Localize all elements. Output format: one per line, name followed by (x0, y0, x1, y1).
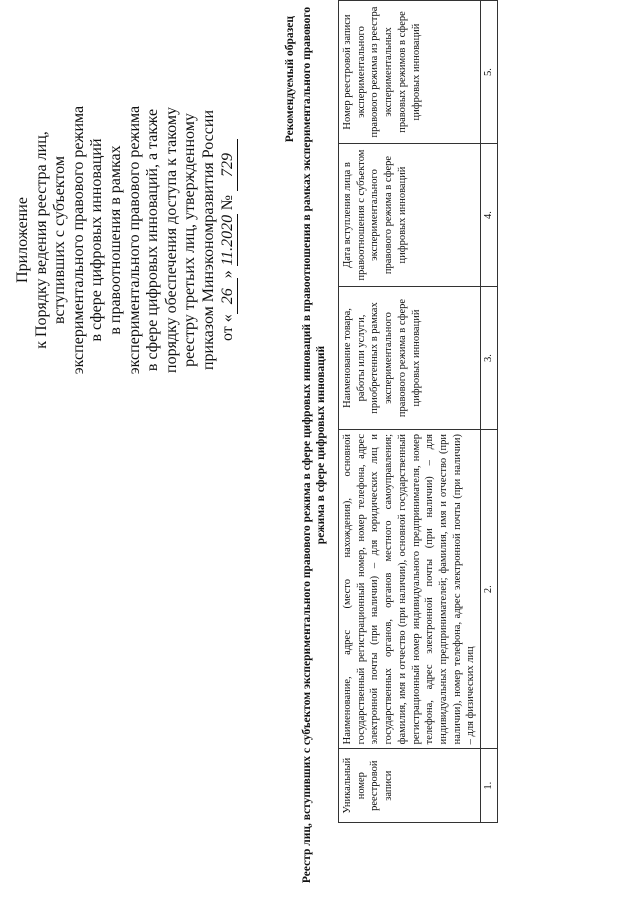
appendix-line: в сфере цифровых инноваций (88, 138, 106, 342)
column-number: 3. (481, 287, 498, 430)
header-cell-entry-date: Дата вступления лица в правоотношения с субъектом экспериментального правового режима в сфере цифровых инноваций (339, 144, 481, 287)
header-cell-regime-record: Номер реестровой записи экспериментального правового режима из реестра экспериментальных правовых режимов в сфере цифровых инноваций (339, 1, 481, 144)
column-number: 4. (481, 144, 498, 287)
registry-table (338, 0, 498, 823)
appendix-line: в правоотношения в рамках (106, 145, 124, 335)
appendix-line: реестру третьих лиц, утвержденному (181, 113, 199, 367)
appendix-line: в сфере цифровых инноваций, а также (144, 108, 162, 372)
appendix-line: к Порядку ведения реестра лиц, (32, 131, 50, 349)
recommended-sample-label: Рекомендуемый образец (284, 16, 296, 143)
appendix-line: вступивших с субъектом (51, 156, 69, 324)
table-header-row (339, 1, 481, 823)
appendix-line: порядку обеспечения доступа к такому (162, 107, 180, 373)
appendix-line: экспериментального правового режима (125, 105, 143, 375)
header-cell-record-number: Уникальный номер реестровой записи (339, 749, 481, 823)
order-date-line: от «26» 11.2020 № 729 (219, 10, 239, 470)
order-number-handwritten: 729 (219, 139, 239, 191)
registry-title: Реестр лиц, вступивших с субъектом экспериментального правового режима в сфере цифровых инноваций в правоотношения в рамках экспериментального правового режима в сфере цифровых инноваций (301, 6, 327, 884)
column-number: 5. (481, 1, 498, 144)
table-number-row (481, 1, 498, 823)
header-cell-goods: Наименование товара, работы или услуги, приобретенных в рамках экспериментального правового режима в сфере цифровых инноваций (339, 287, 481, 430)
appendix-line: приказом Минэкономразвития России (199, 109, 217, 371)
column-number: 1. (481, 749, 498, 823)
date-day-handwritten: 26 (219, 278, 239, 314)
header-cell-person-details: Наименование, адрес (место нахождения), основной государственный регистрационный номер, номер телефона, адрес электронной почты (при наличии) – для юридических лиц и государственных органов, органов местного самоуправления; фамилия, имя и отчество (при наличии), основной государственный регистрационный номер индивидуального предпринимателя, номер телефона, адрес электронной почты (при наличии) – для индивидуальных предпринимателей; фамилия, имя и отчество (при наличии), номер телефона, адрес электронной почты (при наличии) – для физических лиц (339, 429, 481, 748)
appendix-line: экспериментального правового режима (69, 105, 87, 375)
column-number: 2. (481, 429, 498, 748)
appendix-heading: Приложение (14, 197, 31, 283)
appendix-block (14, 10, 238, 470)
date-month-handwritten: 11.2020 (219, 214, 239, 266)
